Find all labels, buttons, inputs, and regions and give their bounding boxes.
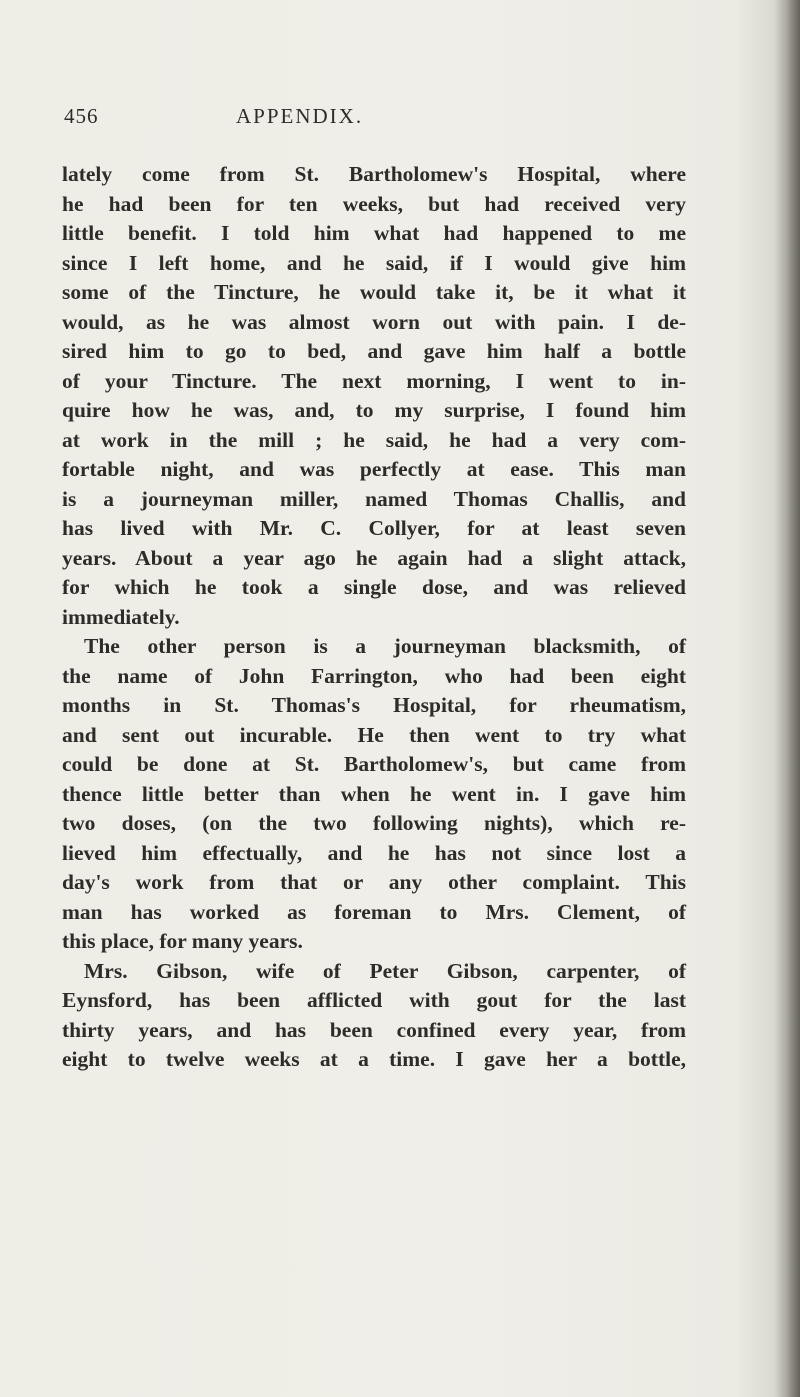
text-line: of your Tincture. The next morning, I went to in- xyxy=(62,368,686,393)
page-number: 456 xyxy=(64,104,99,128)
text-line: day's work from that or any other complaint. This xyxy=(62,870,686,894)
text-line: years. About a year ago he again had a slight attack, xyxy=(62,545,686,570)
text-line: Eynsford, has been afflicted with gout for the last xyxy=(62,988,686,1012)
text-line: thence little better than when he went in. I gave him xyxy=(62,781,686,806)
text-line: fortable night, and was perfectly at ease. This man xyxy=(62,457,686,481)
text-line: man has worked as foreman to Mrs. Clement, of xyxy=(62,899,686,924)
text-line: is a journeyman miller, named Thomas Challis, and xyxy=(62,486,686,511)
text-line: thirty years, and has been confined every year, from xyxy=(62,1017,686,1042)
running-head: APPENDIX. xyxy=(236,104,364,128)
text-line: this place, for many years. xyxy=(62,929,303,953)
text-line: quire how he was, and, to my surprise, I found him xyxy=(62,398,686,422)
text-line: at work in the mill ; he said, he had a very com- xyxy=(62,427,686,452)
text-line: and sent out incurable. He then went to try what xyxy=(62,722,686,747)
text-line: months in St. Thomas's Hospital, for rheumatism, xyxy=(62,693,686,717)
text-line: little benefit. I told him what had happened to me xyxy=(62,221,686,245)
text-line: lieved him effectually, and he has not since lost a xyxy=(62,840,686,865)
page-header xyxy=(64,104,684,134)
body-text xyxy=(62,160,686,1075)
page-edge-shadow xyxy=(774,0,800,1397)
text-line: two doses, (on the two following nights), which re- xyxy=(62,811,686,835)
text-line: The other person is a journeyman blacksmith, of xyxy=(84,634,686,658)
text-line: eight to twelve weeks at a time. I gave her a bottle, xyxy=(62,1047,686,1071)
text-line: some of the Tincture, he would take it, be it what it xyxy=(62,280,686,304)
text-line: would, as he was almost worn out with pain. I de- xyxy=(62,309,686,334)
text-line: for which he took a single dose, and was relieved xyxy=(62,575,686,599)
text-line: sired him to go to bed, and gave him half a bottle xyxy=(62,339,686,363)
text-line: has lived with Mr. C. Collyer, for at least seven xyxy=(62,516,686,540)
text-line: lately come from St. Bartholomew's Hospital, where xyxy=(62,162,686,186)
text-line: he had been for ten weeks, but had received very xyxy=(62,191,686,216)
text-line: the name of John Farrington, who had been eight xyxy=(62,663,686,688)
text-line: could be done at St. Bartholomew's, but came from xyxy=(62,752,686,776)
text-line: Mrs. Gibson, wife of Peter Gibson, carpenter, of xyxy=(84,958,686,983)
text-line: since I left home, and he said, if I would give him xyxy=(62,250,686,275)
text-line: immediately. xyxy=(62,604,180,629)
